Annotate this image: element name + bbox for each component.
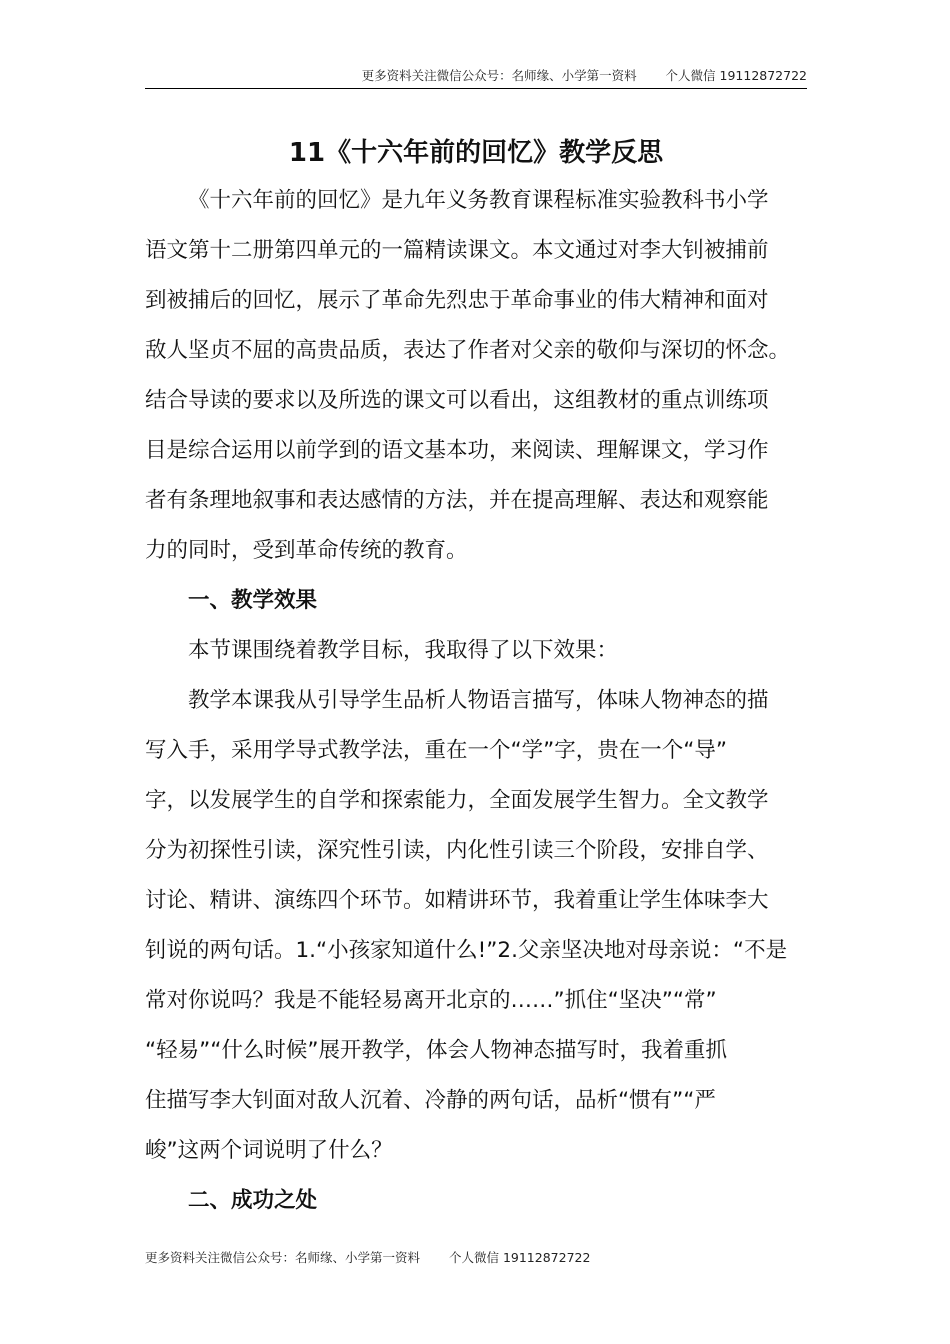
paragraph-line: 写入手，采用学导式教学法，重在一个“学”字，贵在一个“导” <box>145 738 728 763</box>
header-divider <box>145 88 807 89</box>
section-heading: 一、教学效果 <box>188 588 318 613</box>
paragraph-line: 钊说的两句话。1.“小孩家知道什么!”2.父亲坚决地对母亲说：“不是 <box>145 938 788 963</box>
paragraph-line: 本节课围绕着教学目标，我取得了以下效果： <box>188 638 619 663</box>
paragraph-line: 力的同时，受到革命传统的教育。 <box>145 538 468 563</box>
paragraph-line: 住描写李大钊面对敌人沉着、冷静的两句话，品析“惯有”“严 <box>145 1088 716 1113</box>
document-body <box>145 182 807 1232</box>
page-footer: 更多资料关注微信公众号：名师缘、小学第一资料 个人微信 19112872722 <box>145 1250 591 1265</box>
document-title: 11《十六年前的回忆》教学反思 <box>288 138 664 168</box>
paragraph-line: 字，以发展学生的自学和探索能力，全面发展学生智力。全文教学 <box>145 788 769 813</box>
paragraph-line: 结合导读的要求以及所选的课文可以看出，这组教材的重点训练项 <box>145 388 769 413</box>
paragraph-line: “轻易”“什么时候”展开教学，体会人物神态描写时，我着重抓 <box>145 1038 728 1063</box>
paragraph-line: 峻”这两个词说明了什么？ <box>145 1138 393 1163</box>
section-heading: 二、成功之处 <box>188 1188 318 1213</box>
paragraph-line: 敌人坚贞不屈的高贵品质，表达了作者对父亲的敬仰与深切的怀念。 <box>145 338 791 363</box>
paragraph-line: 分为初探性引读，深究性引读，内化性引读三个阶段，安排自学、 <box>145 838 769 863</box>
paragraph-line: 目是综合运用以前学到的语文基本功，来阅读、理解课文，学习作 <box>145 438 769 463</box>
paragraph-line: 到被捕后的回忆，展示了革命先烈忠于革命事业的伟大精神和面对 <box>145 288 769 313</box>
paragraph-line: 者有条理地叙事和表达感情的方法，并在提高理解、表达和观察能 <box>145 488 769 513</box>
paragraph-line: 教学本课我从引导学生品析人物语言描写，体味人物神态的描 <box>188 688 769 713</box>
paragraph-line: 《十六年前的回忆》是九年义务教育课程标准实验教科书小学 <box>188 188 769 213</box>
paragraph-line: 常对你说吗？我是不能轻易离开北京的……”抓住“坚决”“常” <box>145 988 717 1013</box>
paragraph-line: 讨论、精讲、演练四个环节。如精讲环节，我着重让学生体味李大 <box>145 888 769 913</box>
page-header: 更多资料关注微信公众号：名师缘、小学第一资料 个人微信 19112872722 <box>361 68 807 83</box>
paragraph-line: 语文第十二册第四单元的一篇精读课文。本文通过对李大钊被捕前 <box>145 238 769 263</box>
